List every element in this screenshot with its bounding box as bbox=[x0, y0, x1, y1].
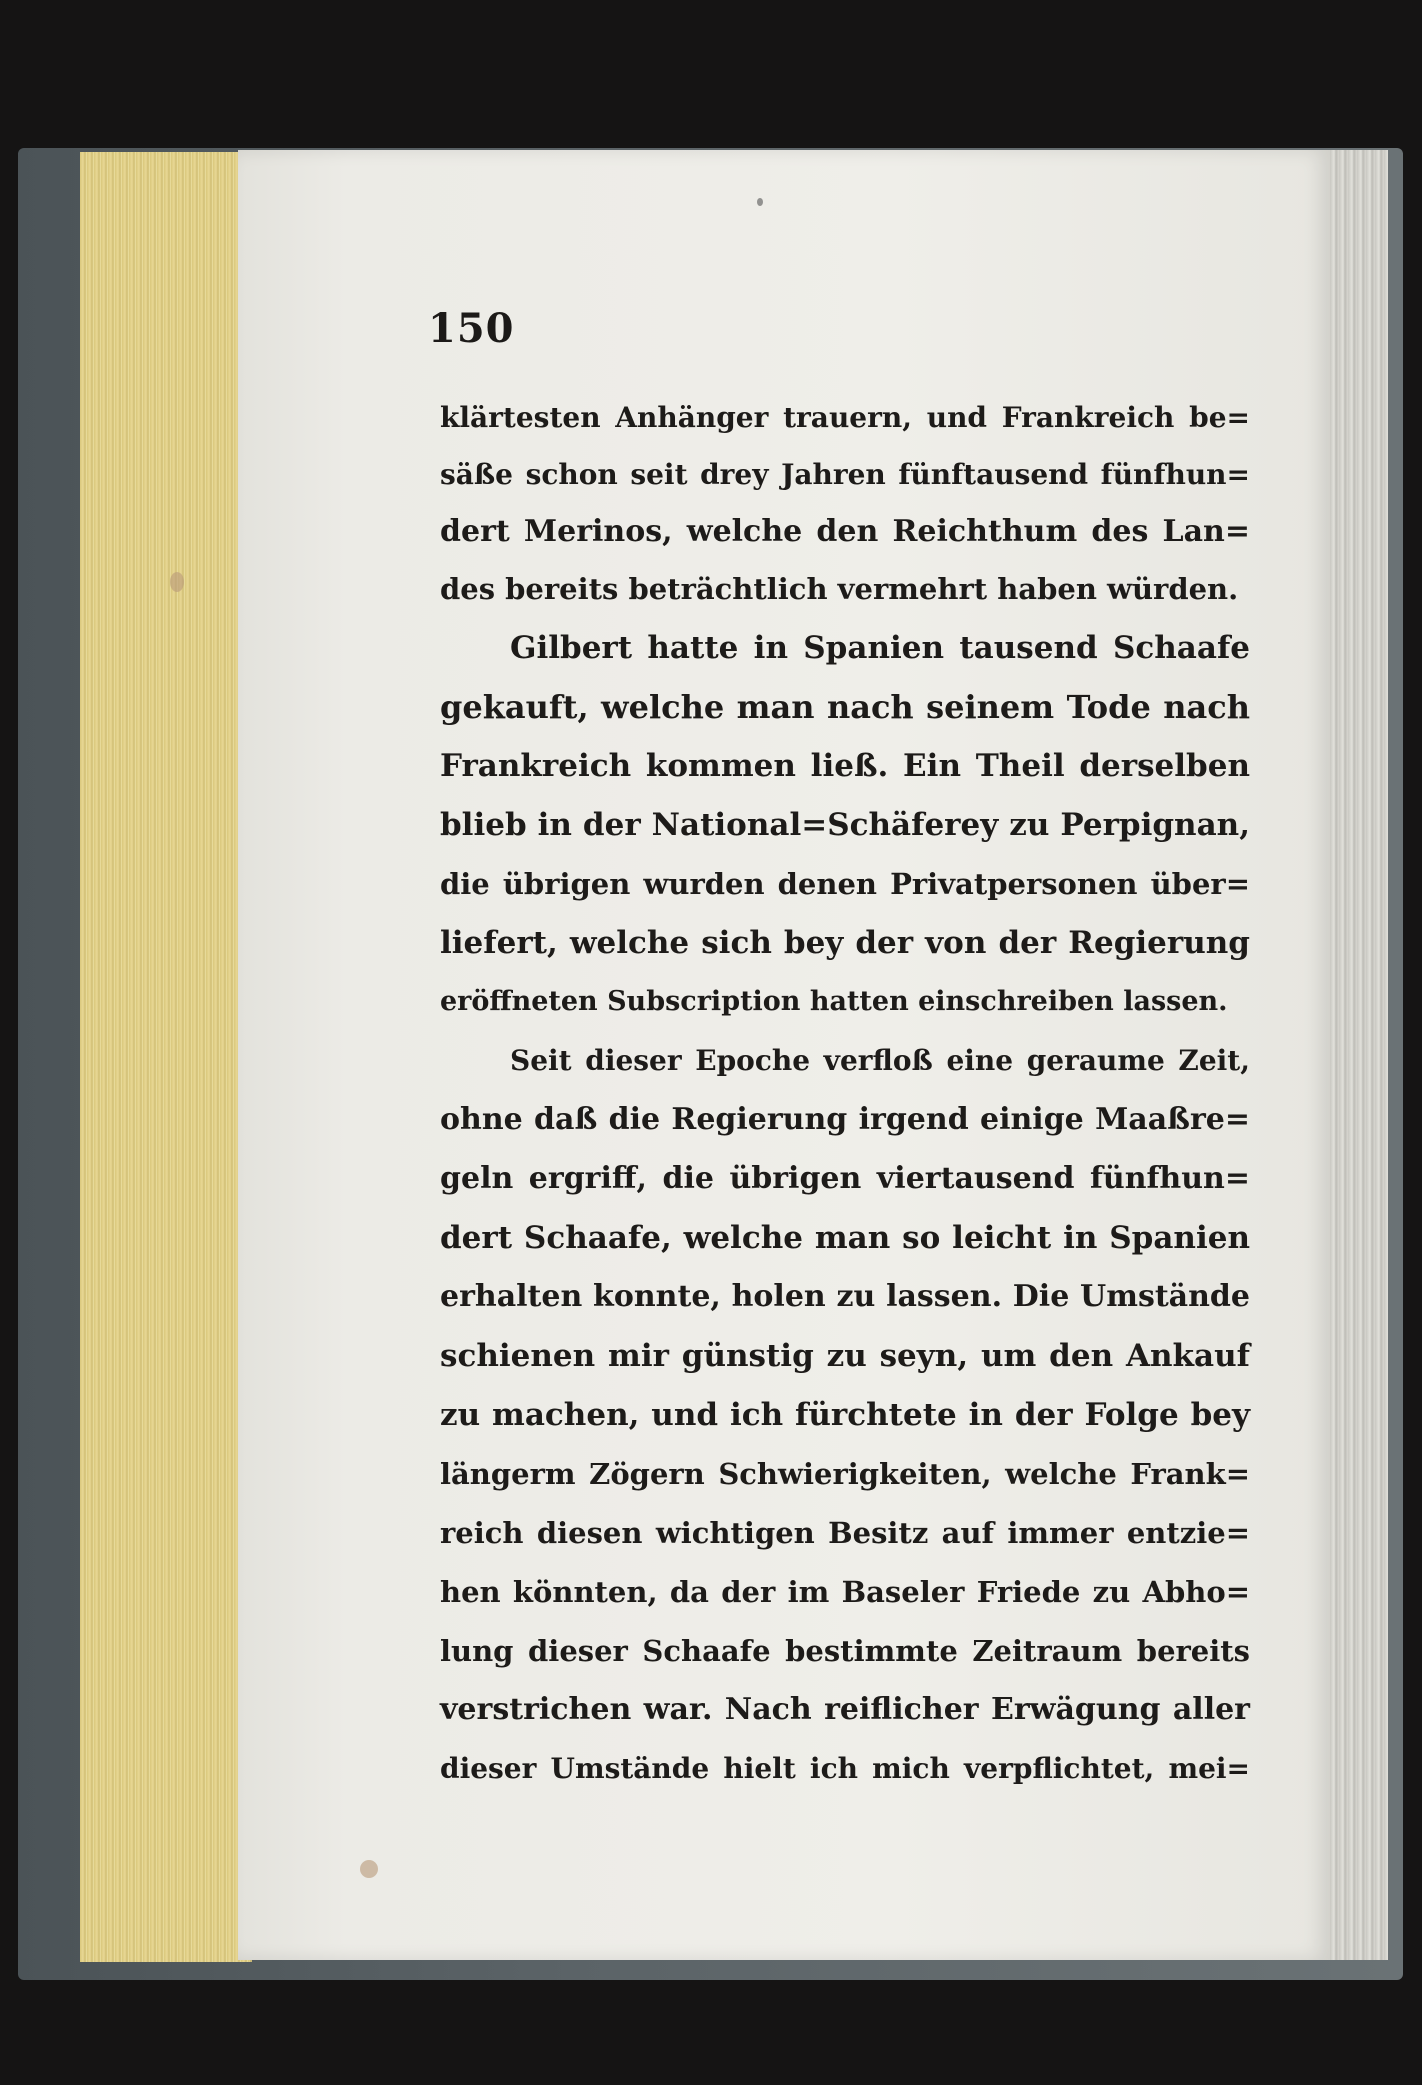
text-line: geln ergriff, die übrigen viertausend fünfhun= bbox=[440, 1161, 1250, 1196]
text-line: klärtesten Anhänger trauern, und Frankreich be= bbox=[440, 401, 1250, 434]
stain-speck bbox=[360, 1860, 378, 1878]
text-line: liefert, welche sich bey der von der Regierung bbox=[440, 925, 1250, 961]
ink-speck bbox=[757, 198, 763, 206]
text-line: dert Schaafe, welche man so leicht in Spanien bbox=[440, 1220, 1250, 1256]
text-line: verstrichen war. Nach reiflicher Erwägung aller bbox=[440, 1692, 1250, 1727]
text-line: hen könnten, da der im Baseler Friede zu Abho= bbox=[440, 1575, 1250, 1609]
text-line: dert Merinos, welche den Reichthum des Lan= bbox=[440, 514, 1250, 549]
text-line: des bereits beträchtlich vermehrt haben würden. bbox=[440, 572, 1239, 606]
text-line: Seit dieser Epoche verfloß eine geraume Zeit, bbox=[510, 1044, 1250, 1077]
text-line: blieb in der National=Schäferey zu Perpignan, bbox=[440, 807, 1250, 843]
text-line: zu machen, und ich fürchtete in der Folge bey bbox=[440, 1397, 1250, 1433]
text-line: längerm Zögern Schwierigkeiten, welche Frank= bbox=[440, 1457, 1250, 1491]
text-line: reich diesen wichtigen Besitz auf immer entzie= bbox=[440, 1516, 1250, 1550]
text-line: gekauft, welche man nach seinem Tode nach bbox=[440, 688, 1250, 726]
text-line: eröffneten Subscription hatten einschreiben lassen. bbox=[440, 986, 1228, 1017]
page-edges bbox=[80, 152, 252, 1962]
text-line: lung dieser Schaafe bestimmte Zeitraum bereits bbox=[440, 1634, 1250, 1668]
text-line: erhalten konnte, holen zu lassen. Die Umstände bbox=[440, 1279, 1250, 1314]
text-line: säße schon seit drey Jahren fünftausend fünfhun= bbox=[440, 458, 1250, 491]
text-line: ohne daß die Regierung irgend einige Maaßre= bbox=[440, 1102, 1250, 1137]
stain-speck bbox=[170, 572, 184, 592]
page-number: 150 bbox=[428, 305, 515, 352]
facing-page-edges bbox=[1330, 150, 1388, 1960]
text-line: dieser Umstände hielt ich mich verpflichtet, mei= bbox=[440, 1752, 1250, 1785]
text-line: Frankreich kommen ließ. Ein Theil derselben bbox=[440, 748, 1250, 784]
text-line: Gilbert hatte in Spanien tausend Schaafe bbox=[510, 630, 1250, 666]
text-line: die übrigen wurden denen Privatpersonen über= bbox=[440, 867, 1250, 901]
text-line: schienen mir günstig zu seyn, um den Ankauf bbox=[440, 1338, 1250, 1374]
